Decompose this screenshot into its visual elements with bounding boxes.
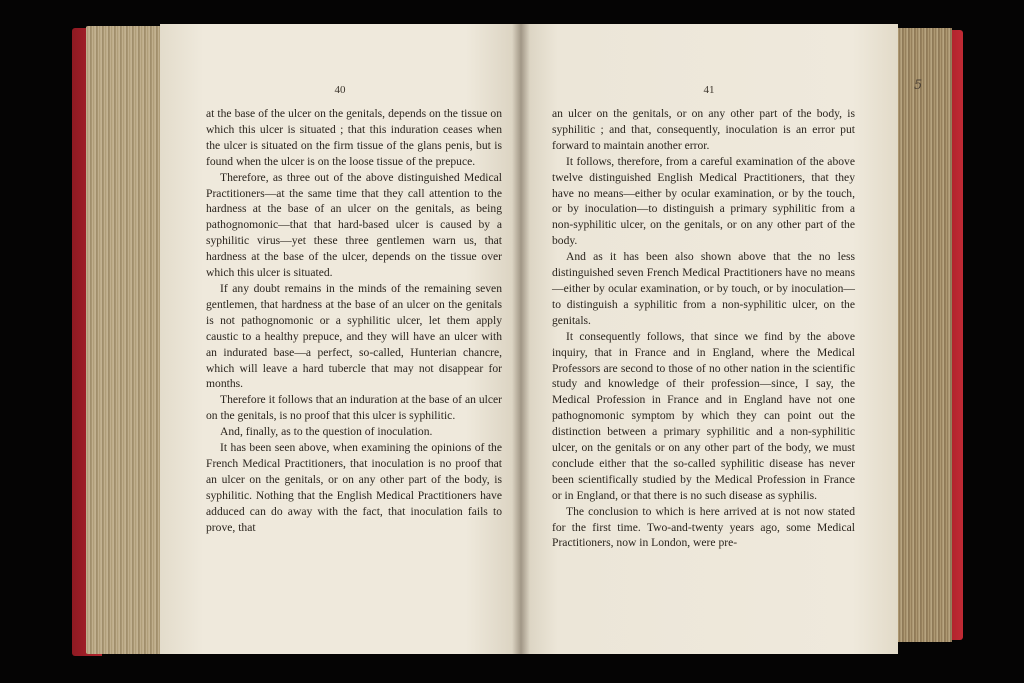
right-page <box>520 24 898 654</box>
page-block-left <box>86 26 164 654</box>
left-page-text <box>206 106 502 535</box>
paragraph: And, finally, as to the question of inoculation. <box>220 425 433 439</box>
right-page-text <box>552 106 855 551</box>
paragraph: an ulcer on the genitals, or on any other part of the body, is syphilitic ; and that, consequently, inoculation is an error put forward to maintain another error. <box>552 107 855 152</box>
paragraph: It consequently follows, that since we find by the above inquiry, that in France and in England, where the Medical Professors are second to those of no other nation in the scientific study and knowledge of their profession—since, I say, the Medical Profession in France and in England have not one pathognomonic symptom by which they can point out the distinction between a primary syphilitic and a non-syphilitic ulcer, on the genitals or on any other part of the body, we must conclude either that the so-called syphilitic disease has never been scientifically studied by the Medical Profession in France or in England, or that there is no such disease as syphilis. <box>552 329 855 502</box>
paragraph: at the base of the ulcer on the genitals, depends on the tissue on which this ulcer is situated ; that this induration ceases when the ulcer is situated on the firm tissue of the glans penis, but is found when the ulcer is on the loose tissue of the prepuce. <box>206 107 502 168</box>
paragraph: Therefore, as three out of the above distinguished Medical Practitioners—at the same time that they call attention to the hardness at the base of an ulcer on the genitals, as being pathognomonic—that that hard-based ulcer is caused by a syphilitic virus—yet these three gentlemen warn us, that hardness at the base of the ulcer, depends on the tissue over which this ulcer is situated. <box>206 170 502 280</box>
margin-pencil-note: 5 <box>914 78 923 93</box>
paragraph: The conclusion to which is here arrived at is not now stated for the first time. Two-and-twenty years ago, some Medical Practitioners, now in London, were pre- <box>552 504 855 550</box>
page-block-right <box>892 28 952 642</box>
paragraph: Therefore it follows that an induration at the base of an ulcer on the genitals, is no proof that this ulcer is syphilitic. <box>206 393 502 423</box>
left-page <box>160 24 520 654</box>
book-gutter <box>512 24 530 654</box>
paragraph: If any doubt remains in the minds of the remaining seven gentlemen, that hardness at the base of an ulcer on the genitals is not pathognomonic or a syphilitic ulcer, let them apply caustic to a healthy prepuce, and they will have an ulcer with an indurated base—a perfect, so-called, Hunterian chancre, which will leave a hard tubercle that may not disappear for months. <box>206 281 502 391</box>
page-number-right: 41 <box>703 84 715 96</box>
paragraph: It has been seen above, when examining the opinions of the French Medical Practitioners, that inoculation is no proof that an ulcer on the genitals, or on any other part of the body, is syphilitic. Nothing that the English Medical Practitioners have adduced can do away with the fact, that inoculation fails to prove, that <box>206 441 502 534</box>
paragraph: And as it has been also shown above that the no less distinguished seven French Medical Practitioners have no means—either by ocular examination, or by touch, or by inoculation—to distinguish a syphilitic from a non-syphilitic ulcer, on the genitals. <box>552 250 855 327</box>
page-number-left: 40 <box>334 84 346 96</box>
paragraph: It follows, therefore, from a careful examination of the above twelve distinguished English Medical Practitioners, that they have no means—either by ocular examination, or by the touch, or by inoculation—to distinguish a primary syphilitic from a non-syphilitic ulcer, on the genitals, or on any other part of the body. <box>552 154 855 248</box>
